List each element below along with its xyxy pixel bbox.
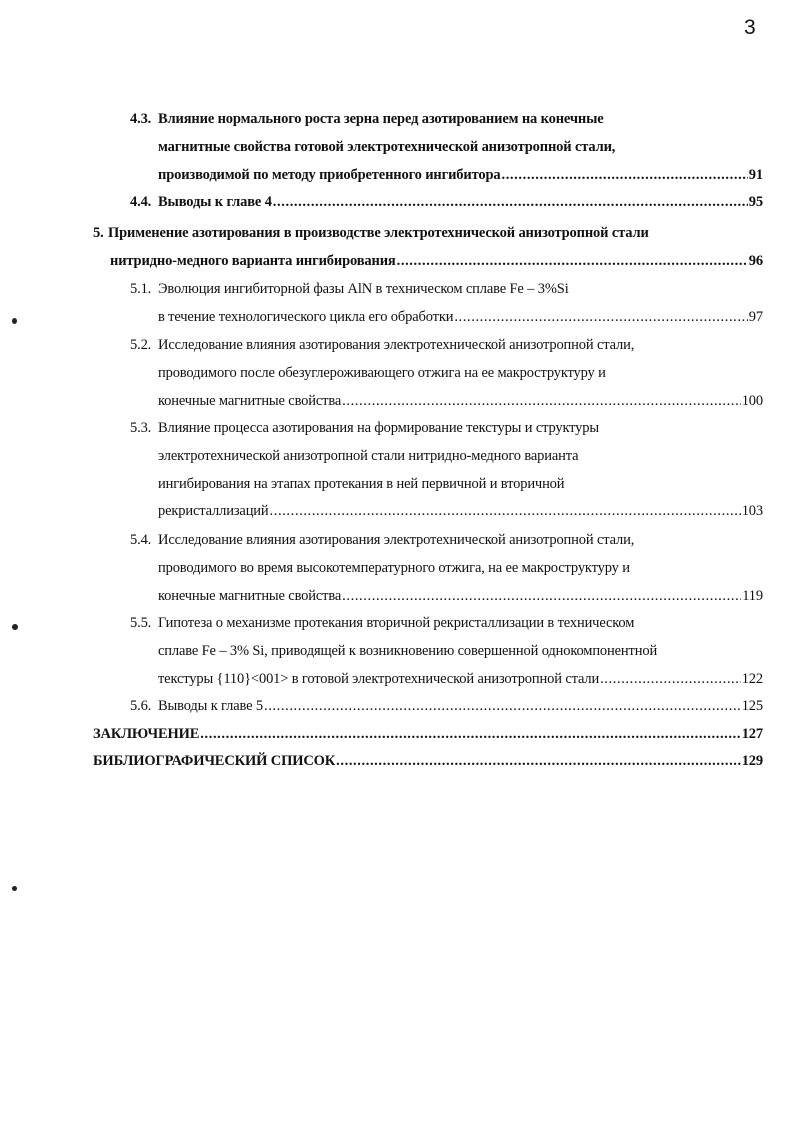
- toc-entry-text: Эволюция ингибиторной фазы AlN в техническом сплаве Fe – 3%Si: [158, 281, 569, 297]
- toc-entry-page: 91: [748, 166, 763, 183]
- toc-entry-page: 119: [742, 587, 763, 604]
- toc-entry-text: рекристаллизаций: [158, 503, 269, 520]
- dot-leader: [397, 252, 748, 270]
- toc-entry-text: магнитные свойства готовой электротехнической анизотропной стали,: [158, 138, 616, 155]
- toc-entry-text: Исследование влияния азотирования электротехнической анизотропной стали,: [158, 337, 635, 353]
- toc-entry-text: электротехнической анизотропной стали нитридно-медного варианта: [158, 447, 579, 464]
- page-number: 3: [744, 16, 756, 39]
- toc-entry-text: проводимого после обезуглероживающего отжига на ее макроструктуру и: [158, 364, 606, 381]
- toc-entry-page: 96: [748, 252, 763, 269]
- toc-entry-text: нитридно-медного варианта ингибирования: [110, 252, 396, 269]
- toc-entry-number: 4.4.: [130, 194, 152, 210]
- toc-entry-page: 100: [741, 392, 763, 409]
- dot-leader: [264, 697, 741, 715]
- dot-leader: [336, 752, 741, 770]
- scan-speck: [12, 624, 18, 630]
- toc-entry-number: 5.1.: [130, 281, 152, 297]
- toc-entry-leader-row: [93, 752, 763, 770]
- toc-entry-leader-row: [158, 587, 763, 605]
- toc-entry-leader-row: [158, 308, 763, 326]
- toc-entry-text: в течение технологического цикла его обработки: [158, 308, 454, 325]
- toc-entry-text: проводимого во время высокотемпературного отжига, на ее макроструктуру и: [158, 559, 630, 576]
- toc-entry-text: Применение азотирования в производстве электротехнической анизотропной стали: [108, 225, 649, 241]
- toc-entry-number: 4.3.: [130, 111, 152, 127]
- toc-entry-number: 5.: [93, 225, 104, 241]
- toc-entry-number: 5.5.: [130, 615, 152, 631]
- toc-entry-text: ингибирования на этапах протекания в ней первичной и вторичной: [158, 475, 565, 492]
- toc-entry-text: конечные магнитные свойства: [158, 392, 342, 409]
- toc-entry-text: Выводы к главе 5: [158, 698, 263, 714]
- toc-entry-leader-row: [158, 166, 763, 184]
- toc-entry-leader-row: [158, 502, 763, 520]
- toc-entry-leader-row: [110, 252, 763, 270]
- toc-entry-text: БИБЛИОГРАФИЧЕСКИЙ СПИСОК: [93, 753, 336, 769]
- toc-entry-page: 97: [748, 308, 763, 325]
- toc-entry-text: производимой по методу приобретенного ингибитора: [158, 166, 501, 183]
- dot-leader: [454, 308, 747, 326]
- toc-entry-text: конечные магнитные свойства: [158, 587, 342, 604]
- toc-entry-page: 122: [741, 670, 763, 687]
- toc-entry-text: текстуры {110}<001> в готовой электротехнической анизотропной стали: [158, 670, 600, 687]
- toc-entry-page: 127: [741, 726, 763, 742]
- toc-entry-page: 125: [741, 698, 763, 714]
- dot-leader: [501, 166, 747, 184]
- toc-entry-text: сплаве Fe – 3% Si, приводящей к возникновению совершенной однокомпонентной: [158, 642, 658, 659]
- toc-entry-text: Гипотеза о механизме протекания вторичной рекристаллизации в техническом: [158, 615, 635, 631]
- toc-entry-text: ЗАКЛЮЧЕНИЕ: [93, 726, 200, 742]
- toc-entry-number: 5.2.: [130, 337, 152, 353]
- toc-entry-text: Влияние процесса азотирования на формирование текстуры и структуры: [158, 420, 599, 436]
- scan-speck: [12, 886, 17, 891]
- toc-entry-page: 95: [748, 194, 763, 210]
- dot-leader: [342, 587, 741, 605]
- toc-entry-leader-row: [158, 392, 763, 410]
- dot-leader: [273, 193, 748, 211]
- scan-speck: [12, 318, 17, 324]
- toc-entry-leader-row: [158, 670, 763, 688]
- dot-leader: [270, 502, 741, 520]
- toc-entry-page: 129: [741, 753, 763, 769]
- toc-entry-leader-row: [158, 193, 763, 211]
- toc-entry-number: 5.4.: [130, 532, 152, 548]
- dot-leader: [600, 670, 741, 688]
- toc-entry-number: 5.3.: [130, 420, 152, 436]
- toc-entry-text: Влияние нормального роста зерна перед азотированием на конечные: [158, 111, 604, 127]
- toc-entry-text: Выводы к главе 4: [158, 194, 272, 210]
- dot-leader: [342, 392, 741, 410]
- toc-entry-text: Исследование влияния азотирования электротехнической анизотропной стали,: [158, 532, 635, 548]
- toc-entry-leader-row: [158, 697, 763, 715]
- toc-entry-page: 103: [741, 503, 763, 520]
- toc-entry-leader-row: [93, 725, 763, 743]
- dot-leader: [200, 725, 740, 743]
- toc-entry-number: 5.6.: [130, 698, 152, 714]
